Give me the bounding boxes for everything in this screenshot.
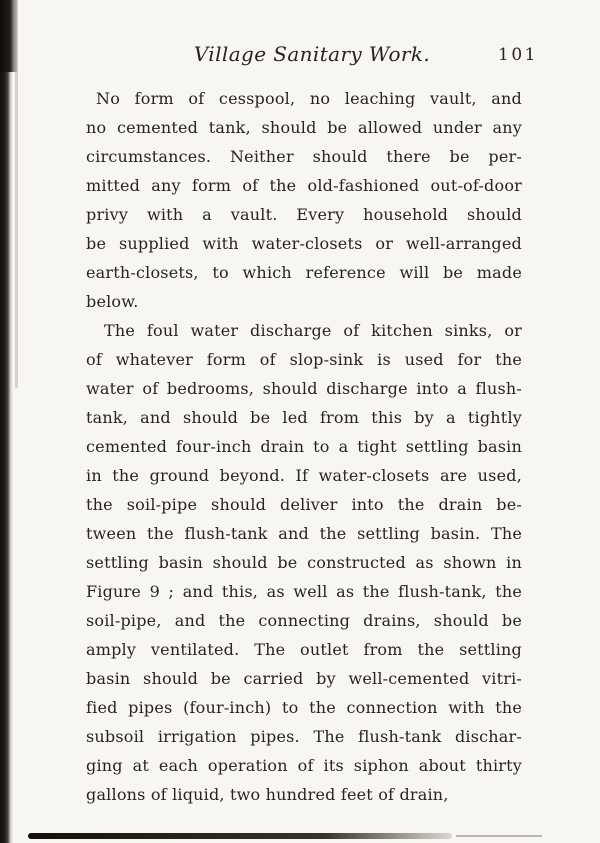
text-line: earth-closets, to which reference will be made <box>86 263 522 282</box>
text-line: amply ventilated. The outlet from the settling <box>86 640 522 659</box>
text-line: subsoil irrigation pipes. The flush-tank dischar- <box>86 727 522 746</box>
scan-artifact-bottom-faint <box>456 835 542 837</box>
text-line: ging at each operation of its siphon about thirty <box>86 756 522 775</box>
running-title: Village Sanitary Work. <box>193 42 431 66</box>
text-line: cemented four-inch drain to a tight settling basin <box>86 437 522 456</box>
text-line: gallons of liquid, two hundred feet of drain, <box>86 785 449 804</box>
text-line: No form of cesspool, no leaching vault, and <box>96 89 522 108</box>
text-line: in the ground beyond. If water-closets are used, <box>86 466 522 485</box>
text-line: of whatever form of slop-sink is used for the <box>86 350 522 369</box>
page-header <box>86 42 538 68</box>
text-line: Figure 9 ; and this, as well as the flush-tank, the <box>86 582 522 601</box>
text-line: fied pipes (four-inch) to the connection with the <box>86 698 522 717</box>
text-line: water of bedrooms, should discharge into a flush- <box>86 379 522 398</box>
paragraph-2 <box>86 316 522 809</box>
text-line: settling basin should be constructed as shown in <box>86 553 522 572</box>
text-line: be supplied with water-closets or well-arranged <box>86 234 522 253</box>
text-line: the soil-pipe should deliver into the drain be- <box>86 495 522 514</box>
text-line: below. <box>86 292 139 311</box>
text-line: no cemented tank, should be allowed under any <box>86 118 522 137</box>
text-line: mitted any form of the old-fashioned out-of-door <box>86 176 522 195</box>
scan-artifact-bottom <box>28 833 452 839</box>
text-line: tween the flush-tank and the settling basin. The <box>86 524 522 543</box>
binding-shadow <box>0 0 13 843</box>
margin-streak <box>15 0 18 388</box>
body-text <box>86 84 522 809</box>
text-line: tank, and should be led from this by a tightly <box>86 408 522 427</box>
text-line: basin should be carried by well-cemented vitri- <box>86 669 522 688</box>
text-line: privy with a vault. Every household should <box>86 205 522 224</box>
page-number: 101 <box>498 45 538 65</box>
text-line: The foul water discharge of kitchen sinks, or <box>104 321 522 340</box>
paragraph-1 <box>86 84 522 316</box>
text-line: circumstances. Neither should there be per- <box>86 147 522 166</box>
text-line: soil-pipe, and the connecting drains, should be <box>86 611 522 630</box>
